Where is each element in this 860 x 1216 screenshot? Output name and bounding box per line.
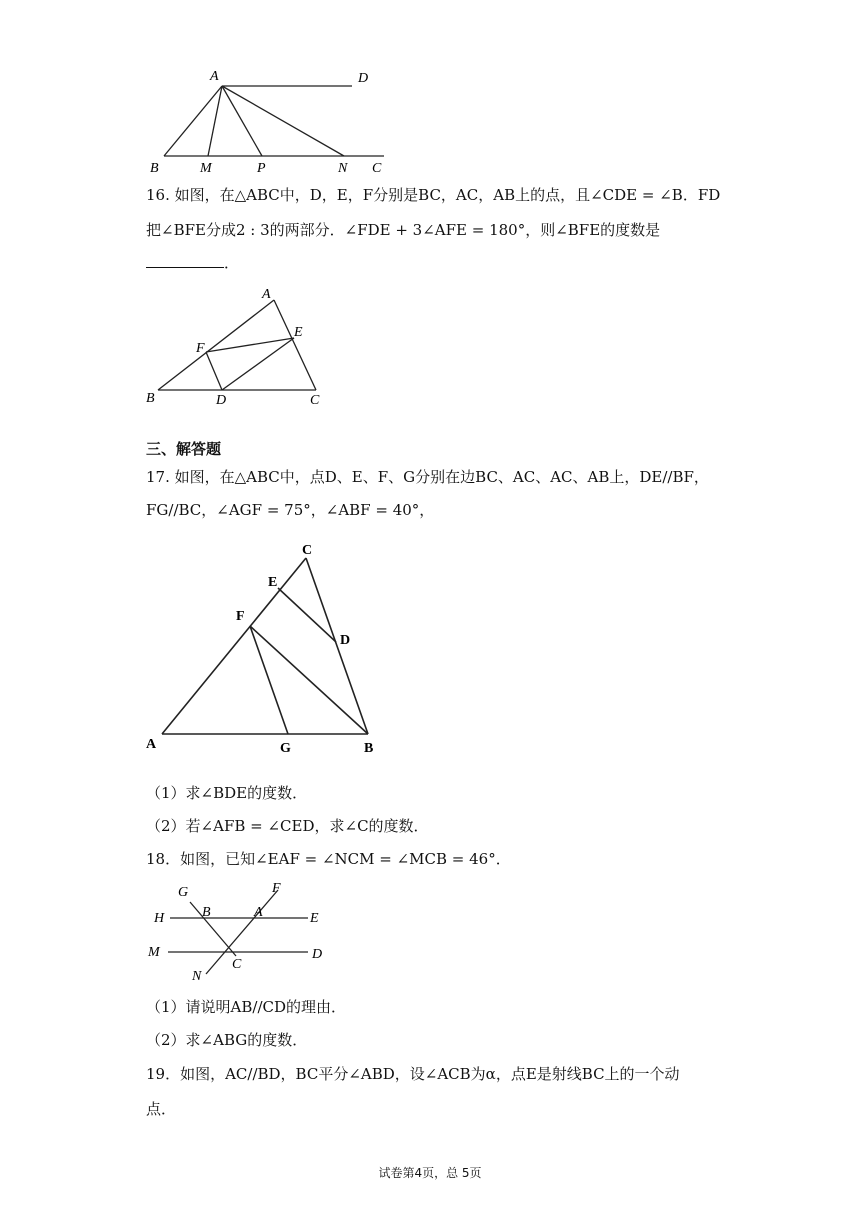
label-N: N [338,161,348,176]
label-F: F [236,609,245,624]
q18-line1: 18．如图，已知∠EAF = ∠NCM = ∠MCB = 46°． [146,850,511,868]
q17-sub2: （2）若∠AFB = ∠CED，求∠C的度数． [146,817,429,835]
q16-line1: 16. 如图，在△ABC中，D，E，F分别是BC，AC，AB上的点，且∠CDE = ∠B．FD [146,186,721,204]
answer-blank[interactable] [146,253,224,268]
label-A: A [262,287,271,302]
q16-suffix: ． [224,254,240,272]
label-D: D [312,947,323,962]
label-A: A [146,737,157,752]
q17-sub1: （1）求∠BDE的度数． [146,784,308,802]
label-E: E [310,911,319,926]
label-P: P [257,161,266,176]
label-B: B [364,741,374,756]
q18-sub2: （2）求∠ABG的度数． [146,1031,308,1049]
label-E: E [268,575,278,590]
page-footer: 试卷第4页，总 5页 [378,1166,482,1180]
label-B: B [202,905,211,920]
q19-line1: 19．如图，AC//BD，BC平分∠ABD，设∠ACB为α，点E是射线BC上的一个动 [146,1065,680,1083]
label-N: N [192,969,202,984]
figure-q16 [140,284,340,410]
label-F: F [272,881,281,896]
label-E: E [294,325,303,340]
figure-q17 [140,538,400,760]
label-D: D [340,633,351,648]
label-H: H [154,911,165,926]
label-A: A [254,905,263,920]
label-D: D [358,71,369,86]
figure-q15 [140,64,400,176]
label-B: B [150,161,159,176]
label-M: M [148,945,160,960]
q19-line2: 点． [146,1100,177,1118]
label-F: F [196,341,205,356]
label-C: C [372,161,382,176]
label-C: C [310,393,320,408]
label-C: C [232,957,242,972]
q17-line1: 17. 如图，在△ABC中，点D、E、F、G分别在边BC、AC、AC、AB上，DE//BF， [146,468,709,486]
label-M: M [200,161,212,176]
label-G: G [280,741,291,756]
label-G: G [178,885,189,900]
section-heading: 三、解答题 [146,440,222,458]
q18-sub1: （1）请说明AB//CD的理由． [146,998,347,1016]
q16-answer-line [146,252,239,274]
label-A: A [210,69,219,84]
q16-line2: 把∠BFE分成2 : 3的两部分．∠FDE + 3∠AFE = 180°，则∠BFE的度数是 [146,221,661,239]
label-C: C [302,543,313,558]
q17-line2: FG//BC，∠AGF = 75°，∠ABF = 40°， [146,501,435,519]
figure-q18 [140,878,340,988]
label-B: B [146,391,155,406]
label-D: D [216,393,227,408]
